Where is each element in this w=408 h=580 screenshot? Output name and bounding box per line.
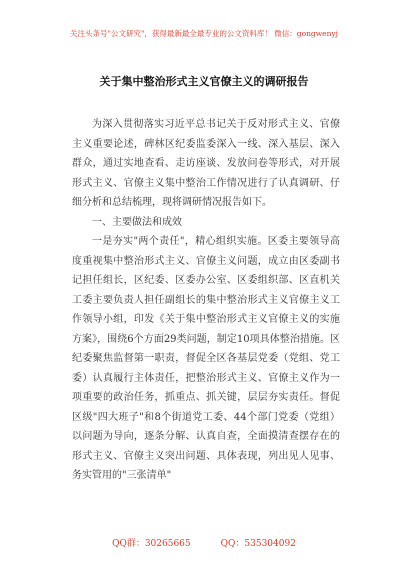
paragraph-responsibility: 一是夯实"两个责任"，精心组织实施。区委主要领导高度重视集中整治形式主义、官僚主义问题，成立由区委副书记担任组长，区纪委、区委办公室、区委组织部、区直机关工委主要负责人担任副组长的集中整治形式主义官僚主义工作领导小组，印发《关于集中整治形式主义官僚主义的实施方案》，围绕6个方面29类问题，制定10项具体整治措施。区纪委聚焦监督第一职责，督促全区各基层党委（党组、党工委）认真履行主体责任，把整治形式主义、官僚主义作为一项重要的政治任务，抓重点、抓关键，层层夯实责任。督促区级"四大班子"和8个街道党工委、44个部门党委（党组）以问题为导向，逐条分解、认真自查，全面摸清查摆存在的形式主义、官僚主义突出问题、具体表现，列出见人见事、务实管用的"三张清单" — [72, 236, 340, 481]
header-notice: 关注头条号"公文研究"，获得最新最全最专业的公文资料库！ 微信：gongwenyj — [70, 29, 338, 38]
qq-label: QQ：535304092 — [220, 539, 296, 549]
paragraph-intro: 为深入贯彻落实习近平总书记关于反对形式主义、官僚主义重要论述，碑林区纪委监委深入一线、深入基层、深入群众，通过实地查看、走访座谈、发放问卷等形式，对开展形式主义、官僚主义集中整治工作情况进行了认真调研、仔细分析和总结梳理，现将调研情况报告如下。 — [72, 119, 340, 208]
qq-group-label: QQ群：30265665 — [112, 539, 191, 549]
section-heading: 一、主要做法和成效 — [92, 216, 182, 228]
footer-contacts — [0, 536, 408, 549]
document-title: 关于集中整治形式主义官僚主义的调研报告 — [99, 75, 309, 88]
document-body — [72, 115, 340, 486]
